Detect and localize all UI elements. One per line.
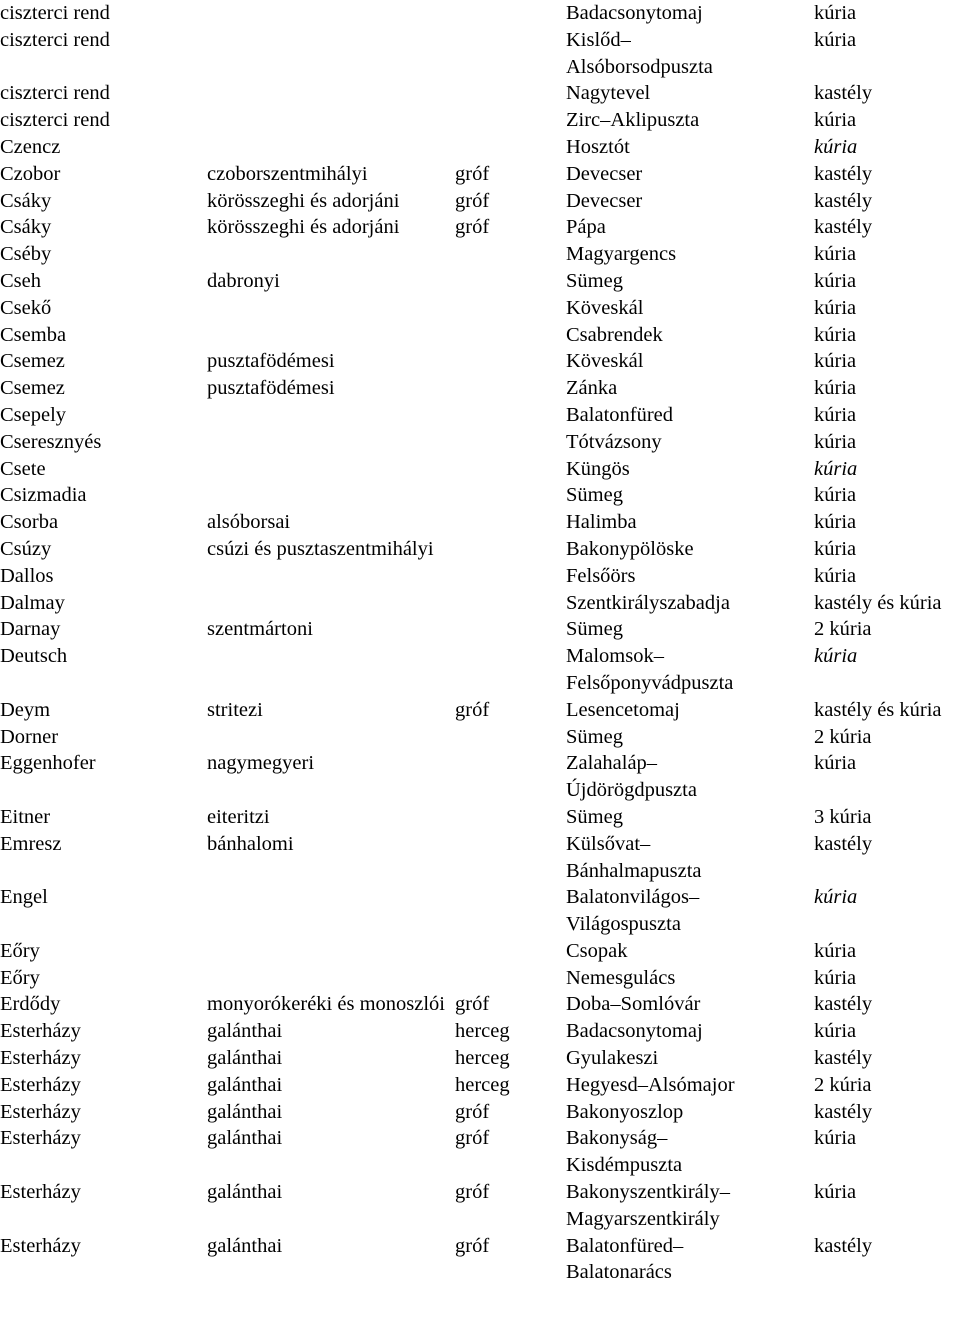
table-row xyxy=(0,482,960,509)
table-row xyxy=(0,991,960,1018)
noble-prefix-cell: dabronyi xyxy=(207,269,280,292)
building-type-cell: kastély xyxy=(814,82,873,105)
family-name-cell: Eitner xyxy=(0,805,51,828)
settlement-line: Malomsok– xyxy=(566,645,664,668)
table-row xyxy=(0,1072,960,1099)
table-row xyxy=(0,697,960,724)
settlement-cell xyxy=(566,750,814,804)
noble-prefix-cell: galánthai xyxy=(207,1100,283,1123)
settlement-line: Magyarszentkirály xyxy=(566,1207,720,1230)
settlement-line: Kislőd– xyxy=(566,28,631,51)
noble-prefix-cell: galánthai xyxy=(207,1234,283,1257)
building-type-cell: kastély xyxy=(814,216,873,239)
rank-title-cell: gróf xyxy=(455,1100,490,1123)
settlement-cell xyxy=(566,214,814,241)
table-row xyxy=(0,563,960,590)
settlement-line: Hosztót xyxy=(566,135,630,158)
building-type-cell: kúria xyxy=(814,966,857,989)
settlement-cell xyxy=(566,1179,814,1233)
table-row xyxy=(0,161,960,188)
building-type-cell: 2 kúria xyxy=(814,725,872,748)
settlement-cell xyxy=(566,616,814,643)
family-name-cell: Cséby xyxy=(0,243,52,266)
table-row xyxy=(0,1125,960,1179)
building-type-cell: kúria xyxy=(814,537,857,560)
family-name-cell: Csete xyxy=(0,457,46,480)
settlement-cell xyxy=(566,804,814,831)
settlement-cell xyxy=(566,375,814,402)
building-type-cell: kúria xyxy=(814,939,857,962)
settlement-line: Sümeg xyxy=(566,805,623,828)
settlement-line: Devecser xyxy=(566,189,643,212)
rank-title-cell: gróf xyxy=(455,1234,490,1257)
noble-prefix-cell: alsóborsai xyxy=(207,511,291,534)
family-name-cell: Emresz xyxy=(0,832,62,855)
building-type-cell: kastély xyxy=(814,1234,873,1257)
building-type-cell: kúria xyxy=(814,511,857,534)
settlement-cell xyxy=(566,322,814,349)
table-row xyxy=(0,134,960,161)
settlement-line: Alsóborsodpuszta xyxy=(566,55,713,78)
rank-title-cell: gróf xyxy=(455,1127,490,1150)
noble-prefix-cell: galánthai xyxy=(207,1047,283,1070)
settlement-cell xyxy=(566,1125,814,1179)
family-name-cell: Csekő xyxy=(0,296,52,319)
rank-title-cell: gróf xyxy=(455,162,490,185)
building-type-cell: kastély xyxy=(814,1100,873,1123)
settlement-cell xyxy=(566,697,814,724)
family-name-cell: Esterházy xyxy=(0,1020,81,1043)
settlement-line: Nagytevel xyxy=(566,82,651,105)
family-name-cell: Csemba xyxy=(0,323,67,346)
settlement-cell xyxy=(566,563,814,590)
settlement-cell xyxy=(566,241,814,268)
building-type-cell: 3 kúria xyxy=(814,805,872,828)
settlement-line: Küngös xyxy=(566,457,630,480)
settlement-line: Csopak xyxy=(566,939,628,962)
noble-prefix-cell: pusztafödémesi xyxy=(207,377,335,400)
settlement-cell xyxy=(566,965,814,992)
noble-prefix-cell: galánthai xyxy=(207,1127,283,1150)
noble-prefix-cell: galánthai xyxy=(207,1181,283,1204)
family-name-cell: Esterházy xyxy=(0,1127,81,1150)
settlement-line: Köveskál xyxy=(566,296,644,319)
table-row xyxy=(0,322,960,349)
building-type-cell: kúria xyxy=(814,243,857,266)
table-row xyxy=(0,107,960,134)
table-row xyxy=(0,831,960,885)
settlement-line: Magyargencs xyxy=(566,243,677,266)
settlement-line: Zánka xyxy=(566,377,618,400)
family-name-cell: ciszterci rend xyxy=(0,28,110,51)
settlement-cell xyxy=(566,188,814,215)
family-name-cell: Darnay xyxy=(0,618,61,641)
settlement-line: Tótvázsony xyxy=(566,430,662,453)
family-name-cell: Esterházy xyxy=(0,1100,81,1123)
family-name-cell: Csúzy xyxy=(0,537,52,560)
family-name-cell: Esterházy xyxy=(0,1047,81,1070)
settlement-cell xyxy=(566,402,814,429)
settlement-line: Sümeg xyxy=(566,269,623,292)
building-type-cell: kúria xyxy=(814,323,857,346)
family-name-cell: Deutsch xyxy=(0,645,68,668)
rank-title-cell: herceg xyxy=(455,1020,510,1043)
building-type-cell: kúria xyxy=(814,350,857,373)
noble-prefix-cell: czoborszentmihályi xyxy=(207,162,368,185)
settlement-cell xyxy=(566,1045,814,1072)
settlement-line: Halimba xyxy=(566,511,637,534)
table-row xyxy=(0,804,960,831)
settlement-line: Lesencetomaj xyxy=(566,698,680,721)
family-name-cell: Csáky xyxy=(0,189,52,212)
family-name-cell: Czobor xyxy=(0,162,61,185)
settlement-line: Bakonyság– xyxy=(566,1127,668,1150)
building-type-cell: kúria xyxy=(814,296,857,319)
settlement-cell xyxy=(566,134,814,161)
settlement-line: Bánhalmapuszta xyxy=(566,859,702,882)
table-row xyxy=(0,295,960,322)
settlement-line: Csabrendek xyxy=(566,323,663,346)
table-row xyxy=(0,429,960,456)
table-row xyxy=(0,27,960,81)
family-name-cell: Eggenhofer xyxy=(0,752,96,775)
settlement-cell xyxy=(566,295,814,322)
settlement-cell xyxy=(566,456,814,483)
table-row xyxy=(0,1179,960,1233)
settlement-cell xyxy=(566,161,814,188)
family-name-cell: Cseresznyés xyxy=(0,430,102,453)
table-row xyxy=(0,214,960,241)
family-name-cell: Esterházy xyxy=(0,1234,81,1257)
building-type-cell: kúria xyxy=(814,403,857,426)
table-row xyxy=(0,1018,960,1045)
table-row xyxy=(0,268,960,295)
building-type-cell: kastély xyxy=(814,189,873,212)
settlement-cell xyxy=(566,991,814,1018)
settlement-line: Doba–Somlóvár xyxy=(566,993,701,1016)
building-type-cell: kastély xyxy=(814,993,873,1016)
table-row xyxy=(0,375,960,402)
table-row xyxy=(0,348,960,375)
noble-prefix-cell: nagymegyeri xyxy=(207,752,315,775)
building-type-cell: kúria xyxy=(814,2,857,24)
settlement-cell xyxy=(566,0,814,27)
building-type-cell: kúria xyxy=(814,109,857,132)
settlement-line: Szentkirályszabadja xyxy=(566,591,730,614)
settlement-line: Bakonyoszlop xyxy=(566,1100,684,1123)
table-row xyxy=(0,80,960,107)
noble-prefix-cell: szentmártoni xyxy=(207,618,313,641)
rank-title-cell: gróf xyxy=(455,189,490,212)
family-name-cell: Deym xyxy=(0,698,51,721)
table-row xyxy=(0,884,960,938)
noble-prefix-cell: bánhalomi xyxy=(207,832,294,855)
settlement-line: Felsőponyvádpuszta xyxy=(566,671,734,694)
settlement-line: Pápa xyxy=(566,216,606,239)
settlement-line: Sümeg xyxy=(566,484,623,507)
family-name-cell: Csorba xyxy=(0,511,59,534)
family-name-cell: Eőry xyxy=(0,939,40,962)
settlement-line: Sümeg xyxy=(566,618,623,641)
noble-prefix-cell: körösszeghi és adorjáni xyxy=(207,216,400,239)
building-type-cell: kúria xyxy=(814,269,857,292)
table-row xyxy=(0,750,960,804)
family-name-cell: Dorner xyxy=(0,725,59,748)
settlement-line: Devecser xyxy=(566,162,643,185)
table-row xyxy=(0,938,960,965)
settlement-line: Balatonvilágos– xyxy=(566,886,700,909)
settlement-cell xyxy=(566,80,814,107)
settlement-cell xyxy=(566,590,814,617)
settlement-line: Bakonypölöske xyxy=(566,537,694,560)
building-type-cell: kastély xyxy=(814,162,873,185)
table-row xyxy=(0,0,960,27)
settlement-line: Balatonarács xyxy=(566,1261,672,1284)
family-name-cell: Csemez xyxy=(0,377,65,400)
settlement-cell xyxy=(566,884,814,938)
settlement-line: Zirc–Aklipuszta xyxy=(566,109,700,132)
settlement-cell xyxy=(566,536,814,563)
table-row xyxy=(0,536,960,563)
settlement-cell xyxy=(566,1233,814,1287)
table-row xyxy=(0,509,960,536)
family-name-cell: Czencz xyxy=(0,135,61,158)
settlement-line: Sümeg xyxy=(566,725,623,748)
table-row xyxy=(0,616,960,643)
family-name-cell: Esterházy xyxy=(0,1181,81,1204)
table-row xyxy=(0,1045,960,1072)
settlement-line: Külsővat– xyxy=(566,832,651,855)
settlement-cell xyxy=(566,268,814,295)
noble-prefix-cell: monyorókeréki és monoszlói xyxy=(207,993,445,1016)
settlement-cell xyxy=(566,107,814,134)
settlement-cell xyxy=(566,429,814,456)
table-row xyxy=(0,1233,960,1287)
family-name-cell: Esterházy xyxy=(0,1073,81,1096)
family-name-cell: Erdődy xyxy=(0,993,61,1016)
building-type-cell: kúria xyxy=(814,645,858,668)
table-row xyxy=(0,402,960,429)
settlement-line: Badacsonytomaj xyxy=(566,1020,703,1043)
settlement-cell xyxy=(566,724,814,751)
family-name-cell: Csizmadia xyxy=(0,484,87,507)
settlement-line: Köveskál xyxy=(566,350,644,373)
rank-title-cell: gróf xyxy=(455,1181,490,1204)
settlement-cell xyxy=(566,1018,814,1045)
building-type-cell: kúria xyxy=(814,1181,857,1204)
settlement-line: Badacsonytomaj xyxy=(566,2,703,24)
settlement-cell xyxy=(566,482,814,509)
table-row xyxy=(0,456,960,483)
settlement-line: Kisdémpuszta xyxy=(566,1154,683,1177)
settlement-cell xyxy=(566,348,814,375)
settlement-cell xyxy=(566,831,814,885)
noble-prefix-cell: pusztafödémesi xyxy=(207,350,335,373)
settlement-line: Balatonfüred xyxy=(566,403,674,426)
noble-prefix-cell: stritezi xyxy=(207,698,263,721)
table-row xyxy=(0,965,960,992)
building-type-cell: kastély és kúria xyxy=(814,698,942,721)
settlement-line: Balatonfüred– xyxy=(566,1234,684,1257)
settlement-cell xyxy=(566,938,814,965)
family-name-cell: ciszterci rend xyxy=(0,2,110,24)
family-name-cell: Engel xyxy=(0,886,48,909)
table-row xyxy=(0,188,960,215)
noble-prefix-cell: galánthai xyxy=(207,1020,283,1043)
table-row xyxy=(0,1099,960,1126)
noble-prefix-cell: galánthai xyxy=(207,1073,283,1096)
building-type-cell: 2 kúria xyxy=(814,1073,872,1096)
settlement-line: Felsőörs xyxy=(566,564,636,587)
settlement-line: Nemesgulács xyxy=(566,966,676,989)
table-row xyxy=(0,643,960,697)
building-type-cell: kúria xyxy=(814,886,858,909)
building-type-cell: kúria xyxy=(814,1020,857,1043)
family-name-cell: Cseh xyxy=(0,269,41,292)
building-type-cell: kúria xyxy=(814,564,857,587)
family-name-cell: Csemez xyxy=(0,350,65,373)
noble-prefix-cell: eiteritzi xyxy=(207,805,270,828)
family-name-cell: ciszterci rend xyxy=(0,109,110,132)
rank-title-cell: gróf xyxy=(455,993,490,1016)
building-type-cell: kastély xyxy=(814,832,873,855)
noble-prefix-cell: körösszeghi és adorjáni xyxy=(207,189,400,212)
family-name-cell: Dalmay xyxy=(0,591,65,614)
noble-prefix-cell: csúzi és pusztaszentmihályi xyxy=(207,537,434,560)
settlement-line: Zalahaláp– xyxy=(566,752,658,775)
building-type-cell: kúria xyxy=(814,430,857,453)
building-type-cell: kastély és kúria xyxy=(814,591,942,614)
settlement-cell xyxy=(566,1072,814,1099)
building-type-cell: kúria xyxy=(814,752,857,775)
building-type-cell: 2 kúria xyxy=(814,618,872,641)
table-row xyxy=(0,590,960,617)
settlement-line: Hegyesd–Alsómajor xyxy=(566,1073,735,1096)
rank-title-cell: herceg xyxy=(455,1047,510,1070)
table-row xyxy=(0,241,960,268)
family-name-cell: Dallos xyxy=(0,564,54,587)
family-name-cell: Eőry xyxy=(0,966,40,989)
settlement-line: Gyulakeszi xyxy=(566,1047,659,1070)
building-type-cell: kúria xyxy=(814,135,858,158)
settlement-line: Világospuszta xyxy=(566,913,681,936)
settlement-line: Újdörögdpuszta xyxy=(566,779,697,802)
building-type-cell: kúria xyxy=(814,1127,857,1150)
rank-title-cell: herceg xyxy=(455,1073,510,1096)
building-type-cell: kúria xyxy=(814,457,858,480)
building-type-cell: kúria xyxy=(814,377,857,400)
building-type-cell: kúria xyxy=(814,484,857,507)
settlement-cell xyxy=(566,643,814,697)
rank-title-cell: gróf xyxy=(455,698,490,721)
family-name-cell: ciszterci rend xyxy=(0,82,110,105)
settlement-cell xyxy=(566,1099,814,1126)
family-name-cell: Csáky xyxy=(0,216,52,239)
building-type-cell: kastély xyxy=(814,1047,873,1070)
settlement-cell xyxy=(566,27,814,81)
family-name-cell: Csepely xyxy=(0,403,67,426)
settlement-line: Bakonyszentkirály– xyxy=(566,1181,730,1204)
settlement-cell xyxy=(566,509,814,536)
building-type-cell: kúria xyxy=(814,28,857,51)
table-row xyxy=(0,724,960,751)
rank-title-cell: gróf xyxy=(455,216,490,239)
